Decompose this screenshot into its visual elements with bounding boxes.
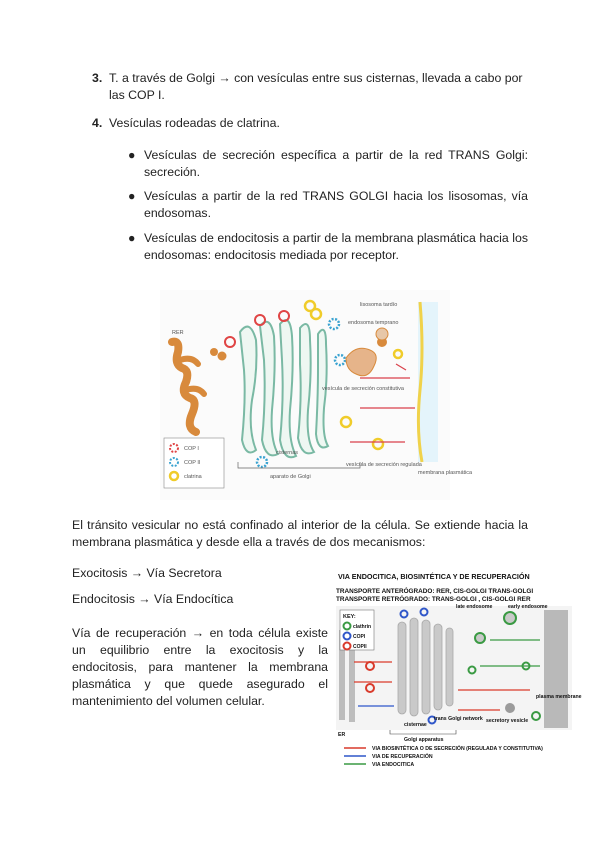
er-label: ER [338,732,346,738]
list-text: Vesículas rodeadas de clatrina. [109,116,280,130]
golgi-label: aparato de Golgi [270,474,311,480]
intro-paragraph: El tránsito vesicular no está confinado al interior de la célula. Se extiende hacia la membrana plasmática y desde ella a través de dos mecanismos: [72,518,528,549]
lysosome-label: lisosoma tardío [360,302,398,308]
list-number: 3. [92,71,103,85]
late-endosome-label: late endosome [456,604,493,610]
legend-biosynthetic: VIA BIOSINTÉTICA O DE SECRECIÓN (REGULADA Y CONSTITUTIVA) [372,746,543,752]
bullet-text: Vesículas de endocitosis a partir de la membrana plasmática hacia los endosomas: endocitosis mediada por receptor. [144,231,528,262]
legend-endocytic: VIA ENDOCITICA [372,762,415,768]
bullet-icon: ● [128,148,136,162]
list-item-4 [92,115,532,132]
bullet-icon: ● [128,189,136,203]
list-text: T. a través de Golgi → con vesículas entre sus cisternas, llevada a cabo por las COP I. [109,71,523,102]
rer-label: RER [172,330,184,336]
bullet-item [128,188,528,221]
legend-copii: COP II [184,460,201,466]
legend-copi: COP I [184,446,199,452]
legend-clathrin: clatrina [184,474,202,480]
list-number: 4. [92,116,103,130]
bullet-item [128,147,528,180]
list-item-3 [92,70,532,103]
key-copii: COPII [353,644,367,650]
endocytosis-line: Endocitosis → Vía Endocítica [72,592,234,606]
bullet-item [128,230,528,263]
key-clathrin: clathrin [353,624,372,630]
endocytic-pathway-figure [330,570,580,770]
bullet-text: Vesículas de secreción específica a partir de la red TRANS Golgi: secreción. [144,148,528,179]
cisternae-label: cisternae [404,722,427,728]
early-endosome-label: early endosome [508,604,548,610]
regulated-vesicle-label: vesícula de secreción regulada [346,462,422,468]
figure2-title: VIA ENDOCITICA, BIOSINTÉTICA Y DE RECUPERACIÓN [338,572,530,581]
secretory-vesicle-label: secretory vesicle [486,718,529,724]
bullet-icon: ● [128,231,136,245]
golgi-apparatus-label: Golgi apparatus [404,737,444,743]
figure2-subtitle-2: TRANSPORTE RETRÓGRADO: TRANS-GOLGI , CIS-GOLGI RER [336,596,531,603]
cisterns-label: cisternas [276,450,299,456]
endosome-label: endosoma temprano [348,320,399,326]
figure2-subtitle-1: TRANSPORTE ANTERÓGRADO: RER, CIS-GOLGI TRANS-GOLGI [336,588,534,595]
vesicular-transport-figure [160,290,473,500]
key-title: KEY: [343,614,356,620]
trans-golgi-label: trans Golgi network [434,716,483,722]
recovery-paragraph: Vía de recuperación → en toda célula existe un equilibrio entre la exocitosis y la endocitosis, para mantener la membrana plasmática y que quede asegurado el mantenimiento del volumen celular. [72,626,328,708]
key-copi: COPI [353,634,366,640]
membrane-label: membrana plasmática [418,470,473,476]
bullet-text: Vesículas a partir de la red TRANS GOLGI hacia los lisosomas, vía endosomas. [144,189,528,220]
secretion-vesicle-label: vesícula de secreción constitutiva [322,386,404,392]
legend-recovery: VIA DE RECUPERACIÓN [372,754,433,760]
exocytosis-line: Exocitosis → Vía Secretora [72,566,222,580]
plasma-membrane-label: plasma membrane [536,694,582,700]
